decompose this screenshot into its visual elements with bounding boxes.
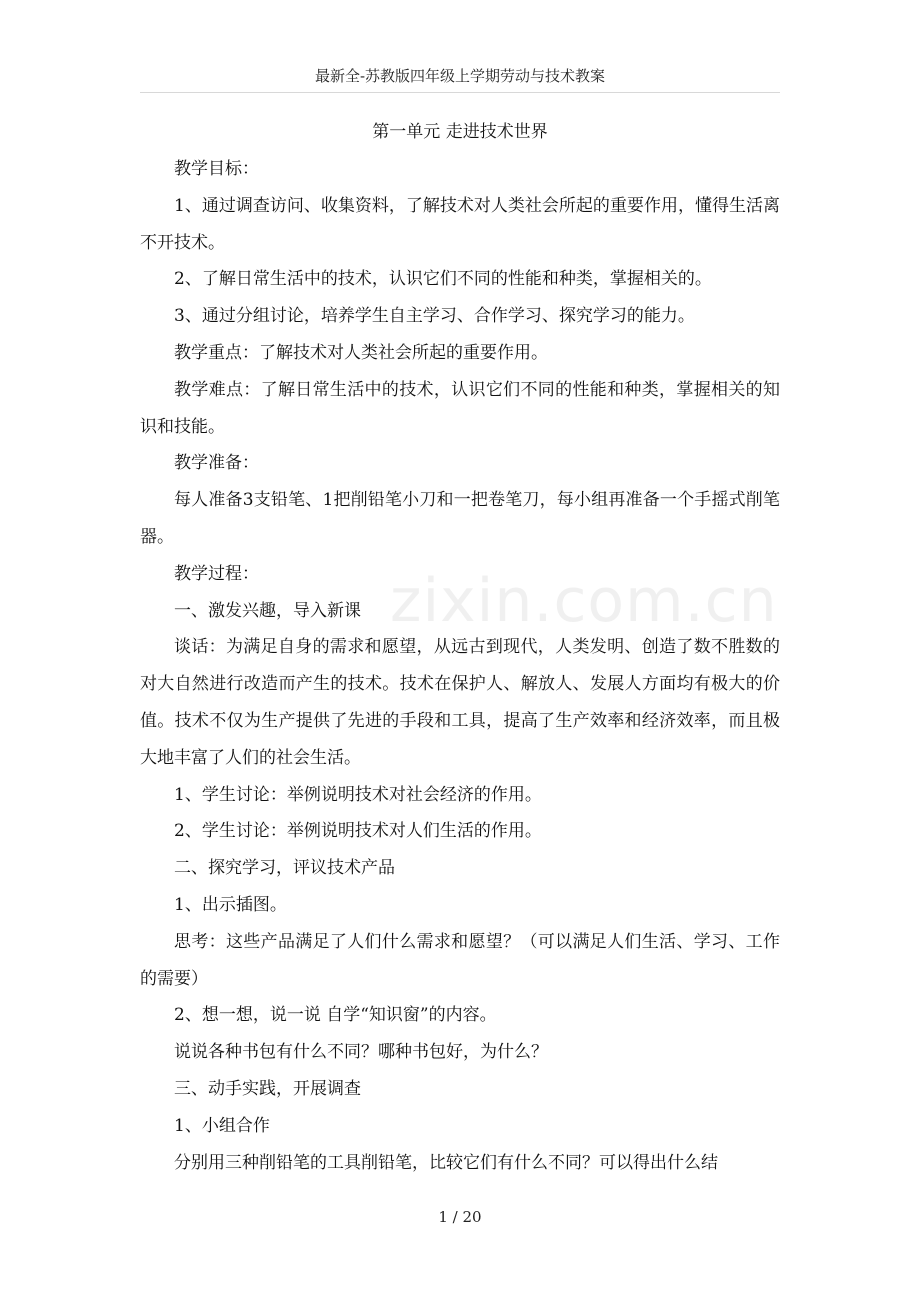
page-header: 最新全-苏教版四年级上学期劳动与技术教案 [314, 67, 606, 85]
paragraph: 1、小组合作 [174, 1115, 270, 1136]
header-divider [140, 92, 780, 93]
watermark: zixin.com.cn [390, 566, 778, 636]
paragraph: 教学难点：了解日常生活中的技术，认识它们不同的性能和种类，掌握相关的知识和技能。 [140, 379, 780, 437]
page-number: 1 / 20 [438, 1208, 482, 1226]
paragraph: 一、激发兴趣，导入新课 [174, 600, 361, 621]
paragraph: 每人准备3支铅笔、1把削铅笔小刀和一把卷笔刀，每小组再准备一个手摇式削笔器。 [140, 490, 780, 547]
paragraph: 2、想一想，说一说 自学“知识窗”的内容。 [174, 1005, 497, 1026]
unit-title: 第一单元 走进技术世界 [372, 122, 548, 142]
paragraph: 谈话：为满足自身的需求和愿望，从远古到现代，人类发明、创造了数不胜数的对大自然进行改造而产生的技术。技术在保护人、解放人、发展人方面均有极大的价值。技术不仅为生产提供了先进的手段和工具，提高了生产效率和经济效率，而且极大地丰富了人们的社会生活。 [140, 637, 780, 768]
paragraph: 教学准备： [174, 453, 259, 474]
paragraph: 2、了解日常生活中的技术，认识它们不同的性能和种类，掌握相关的。 [174, 269, 712, 290]
paragraph: 2、学生讨论：举例说明技术对人们生活的作用。 [174, 821, 542, 842]
paragraph: 教学重点：了解技术对人类社会所起的重要作用。 [174, 342, 548, 363]
paragraph: 三、动手实践，开展调查 [174, 1078, 361, 1099]
paragraph: 3、通过分组讨论，培养学生自主学习、合作学习、探究学习的能力。 [174, 306, 695, 327]
paragraph: 二、探究学习，评议技术产品 [174, 858, 395, 879]
paragraph: 说说各种书包有什么不同？哪种书包好，为什么？ [174, 1042, 548, 1063]
paragraph: 1、出示插图。 [174, 894, 287, 915]
paragraph: 1、学生讨论：举例说明技术对社会经济的作用。 [174, 784, 542, 805]
paragraph: 1、通过调查访问、收集资料，了解技术对人类社会所起的重要作用，懂得生活离不开技术。 [140, 195, 780, 253]
paragraph: 思考：这些产品满足了人们什么需求和愿望？（可以满足人们生活、学习、工作的需要） [140, 931, 780, 989]
paragraph: 教学过程： [174, 563, 259, 584]
paragraph: 教学目标： [174, 159, 259, 179]
paragraph: 分别用三种削铅笔的工具削铅笔，比较它们有什么不同？可以得出什么结 [174, 1152, 718, 1173]
document-body [140, 151, 780, 1181]
